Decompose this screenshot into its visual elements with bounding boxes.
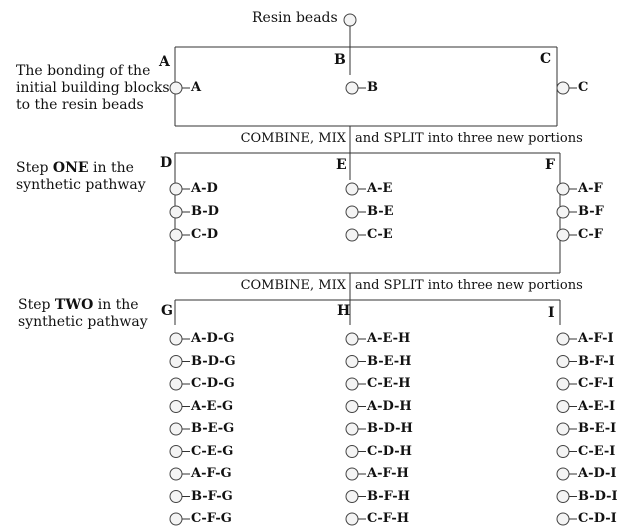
product-c-d-i-label: C-D-I (578, 511, 617, 526)
product-c-f-h-label: C-F-H (367, 511, 410, 526)
product-a-e-bead (346, 183, 358, 195)
product-c-bead (557, 82, 569, 94)
product-c-f-g-bead (170, 513, 182, 525)
portion-a: A (159, 54, 170, 70)
product-c-e-g-bead (170, 446, 182, 458)
product-b-f-g-label: B-F-G (191, 488, 233, 504)
product-a-d-h-bead (346, 401, 358, 413)
product-b-e-i-bead (557, 423, 569, 435)
product-a-d-i-label: A-D-I (578, 466, 617, 481)
product-c-f-i-bead (557, 378, 569, 390)
product-a-e-h-label: A-E-H (367, 331, 411, 346)
product-c-e-i-label: C-E-I (578, 443, 616, 459)
side-label-step-two (18, 297, 148, 331)
side-label-bonding-line-3: to the resin beads (16, 97, 144, 113)
product-a-e-g-bead (170, 401, 182, 413)
step-one-pre: Step (16, 160, 53, 176)
product-b-d-label: B-D (191, 204, 219, 219)
product-b-d-i-label: B-D-I (578, 488, 618, 504)
portion-h: H (337, 303, 351, 319)
start-label: Resin beads (252, 10, 338, 26)
product-a-e-label: A-E (367, 181, 393, 196)
product-a-f-i-label: A-F-I (578, 331, 614, 346)
step-one-post: in the (88, 160, 134, 176)
resin-bead-start (344, 14, 356, 26)
product-c-d-g-label: C-D-G (191, 376, 235, 391)
portion-d: D (160, 155, 173, 171)
product-b-e-g-bead (170, 423, 182, 435)
product-b-d-g-bead (170, 356, 182, 368)
step-one-bold: ONE (52, 160, 89, 176)
side-label-step-one (16, 160, 146, 194)
product-a-f-label: A-F (578, 181, 603, 196)
product-c-f-i-label: C-F-I (578, 376, 614, 391)
step-one-line-2: synthetic pathway (16, 177, 146, 193)
product-c-e-h-bead (346, 378, 358, 390)
product-b-d-bead (170, 206, 182, 218)
product-b-d-g-label: B-D-G (191, 353, 236, 369)
product-b-bead (346, 82, 358, 94)
product-c-d-g-bead (170, 378, 182, 390)
product-b-e-g-label: B-E-G (191, 421, 235, 436)
product-b-e-h-label: B-E-H (367, 353, 412, 369)
product-c-e-g-label: C-E-G (191, 443, 234, 459)
product-b-d-i-bead (557, 491, 569, 503)
product-c-label: C (578, 80, 589, 95)
product-b-f-h-label: B-F-H (367, 488, 410, 504)
portion-g: G (161, 303, 173, 319)
product-a-f-h-label: A-F-H (367, 466, 409, 481)
product-a-label: A (191, 80, 202, 95)
product-b-e-h-bead (346, 356, 358, 368)
product-c-d-label: C-D (191, 227, 219, 242)
product-a-f-g-label: A-F-G (191, 466, 232, 481)
product-b-f-i-label: B-F-I (578, 353, 615, 369)
portion-f: F (545, 157, 555, 173)
combine-left-1: COMBINE, MIX (240, 131, 346, 146)
product-b-d-h-bead (346, 423, 358, 435)
product-c-f-h-bead (346, 513, 358, 525)
portion-c: C (540, 51, 552, 67)
product-c-d-h-bead (346, 446, 358, 458)
portion-i: I (548, 305, 555, 321)
product-b-f-g-bead (170, 491, 182, 503)
product-a-e-g-label: A-E-G (191, 398, 234, 414)
product-a-d-h-label: A-D-H (367, 398, 412, 414)
product-a-bead (170, 82, 182, 94)
product-c-e-i-bead (557, 446, 569, 458)
side-label-bonding-line-2: initial building blocks (16, 80, 170, 96)
product-c-d-i-bead (557, 513, 569, 525)
product-b-f-i-bead (557, 356, 569, 368)
product-a-d-g-bead (170, 333, 182, 345)
product-b-f-bead (557, 206, 569, 218)
step-two-post: in the (93, 297, 139, 313)
product-a-f-bead (557, 183, 569, 195)
step-two-line-2: synthetic pathway (18, 314, 148, 330)
product-c-e-h-label: C-E-H (367, 376, 411, 391)
combine-right-2: and SPLIT into three new portions (355, 278, 583, 293)
product-a-e-i-bead (557, 401, 569, 413)
product-b-label: B (367, 80, 378, 95)
product-c-f-bead (557, 229, 569, 241)
product-a-e-h-bead (346, 333, 358, 345)
product-b-f-label: B-F (578, 204, 604, 219)
product-b-e-i-label: B-E-I (578, 421, 617, 436)
product-a-f-i-bead (557, 333, 569, 345)
product-a-f-g-bead (170, 468, 182, 480)
product-c-d-bead (170, 229, 182, 241)
portion-e: E (336, 157, 347, 173)
product-a-d-i-bead (557, 468, 569, 480)
product-c-f-label: C-F (578, 227, 603, 242)
product-b-f-h-bead (346, 491, 358, 503)
product-a-d-bead (170, 183, 182, 195)
product-b-e-label: B-E (367, 204, 394, 219)
product-b-d-h-label: B-D-H (367, 421, 413, 436)
product-a-d-label: A-D (191, 181, 218, 196)
product-c-f-g-label: C-F-G (191, 511, 232, 526)
product-a-e-i-label: A-E-I (578, 398, 616, 414)
product-a-f-h-bead (346, 468, 358, 480)
combine-left-2: COMBINE, MIX (240, 278, 346, 293)
product-b-e-bead (346, 206, 358, 218)
side-label-bonding-line-1: The bonding of the (16, 63, 151, 79)
product-a-d-g-label: A-D-G (191, 331, 235, 346)
product-c-e-label: C-E (367, 227, 393, 242)
product-c-d-h-label: C-D-H (367, 443, 412, 459)
side-label-bonding (16, 63, 170, 114)
portion-b: B (334, 52, 346, 68)
combine-right-1: and SPLIT into three new portions (355, 131, 583, 146)
step-two-pre: Step (18, 297, 55, 313)
step-two-bold: TWO (54, 297, 94, 313)
product-c-e-bead (346, 229, 358, 241)
